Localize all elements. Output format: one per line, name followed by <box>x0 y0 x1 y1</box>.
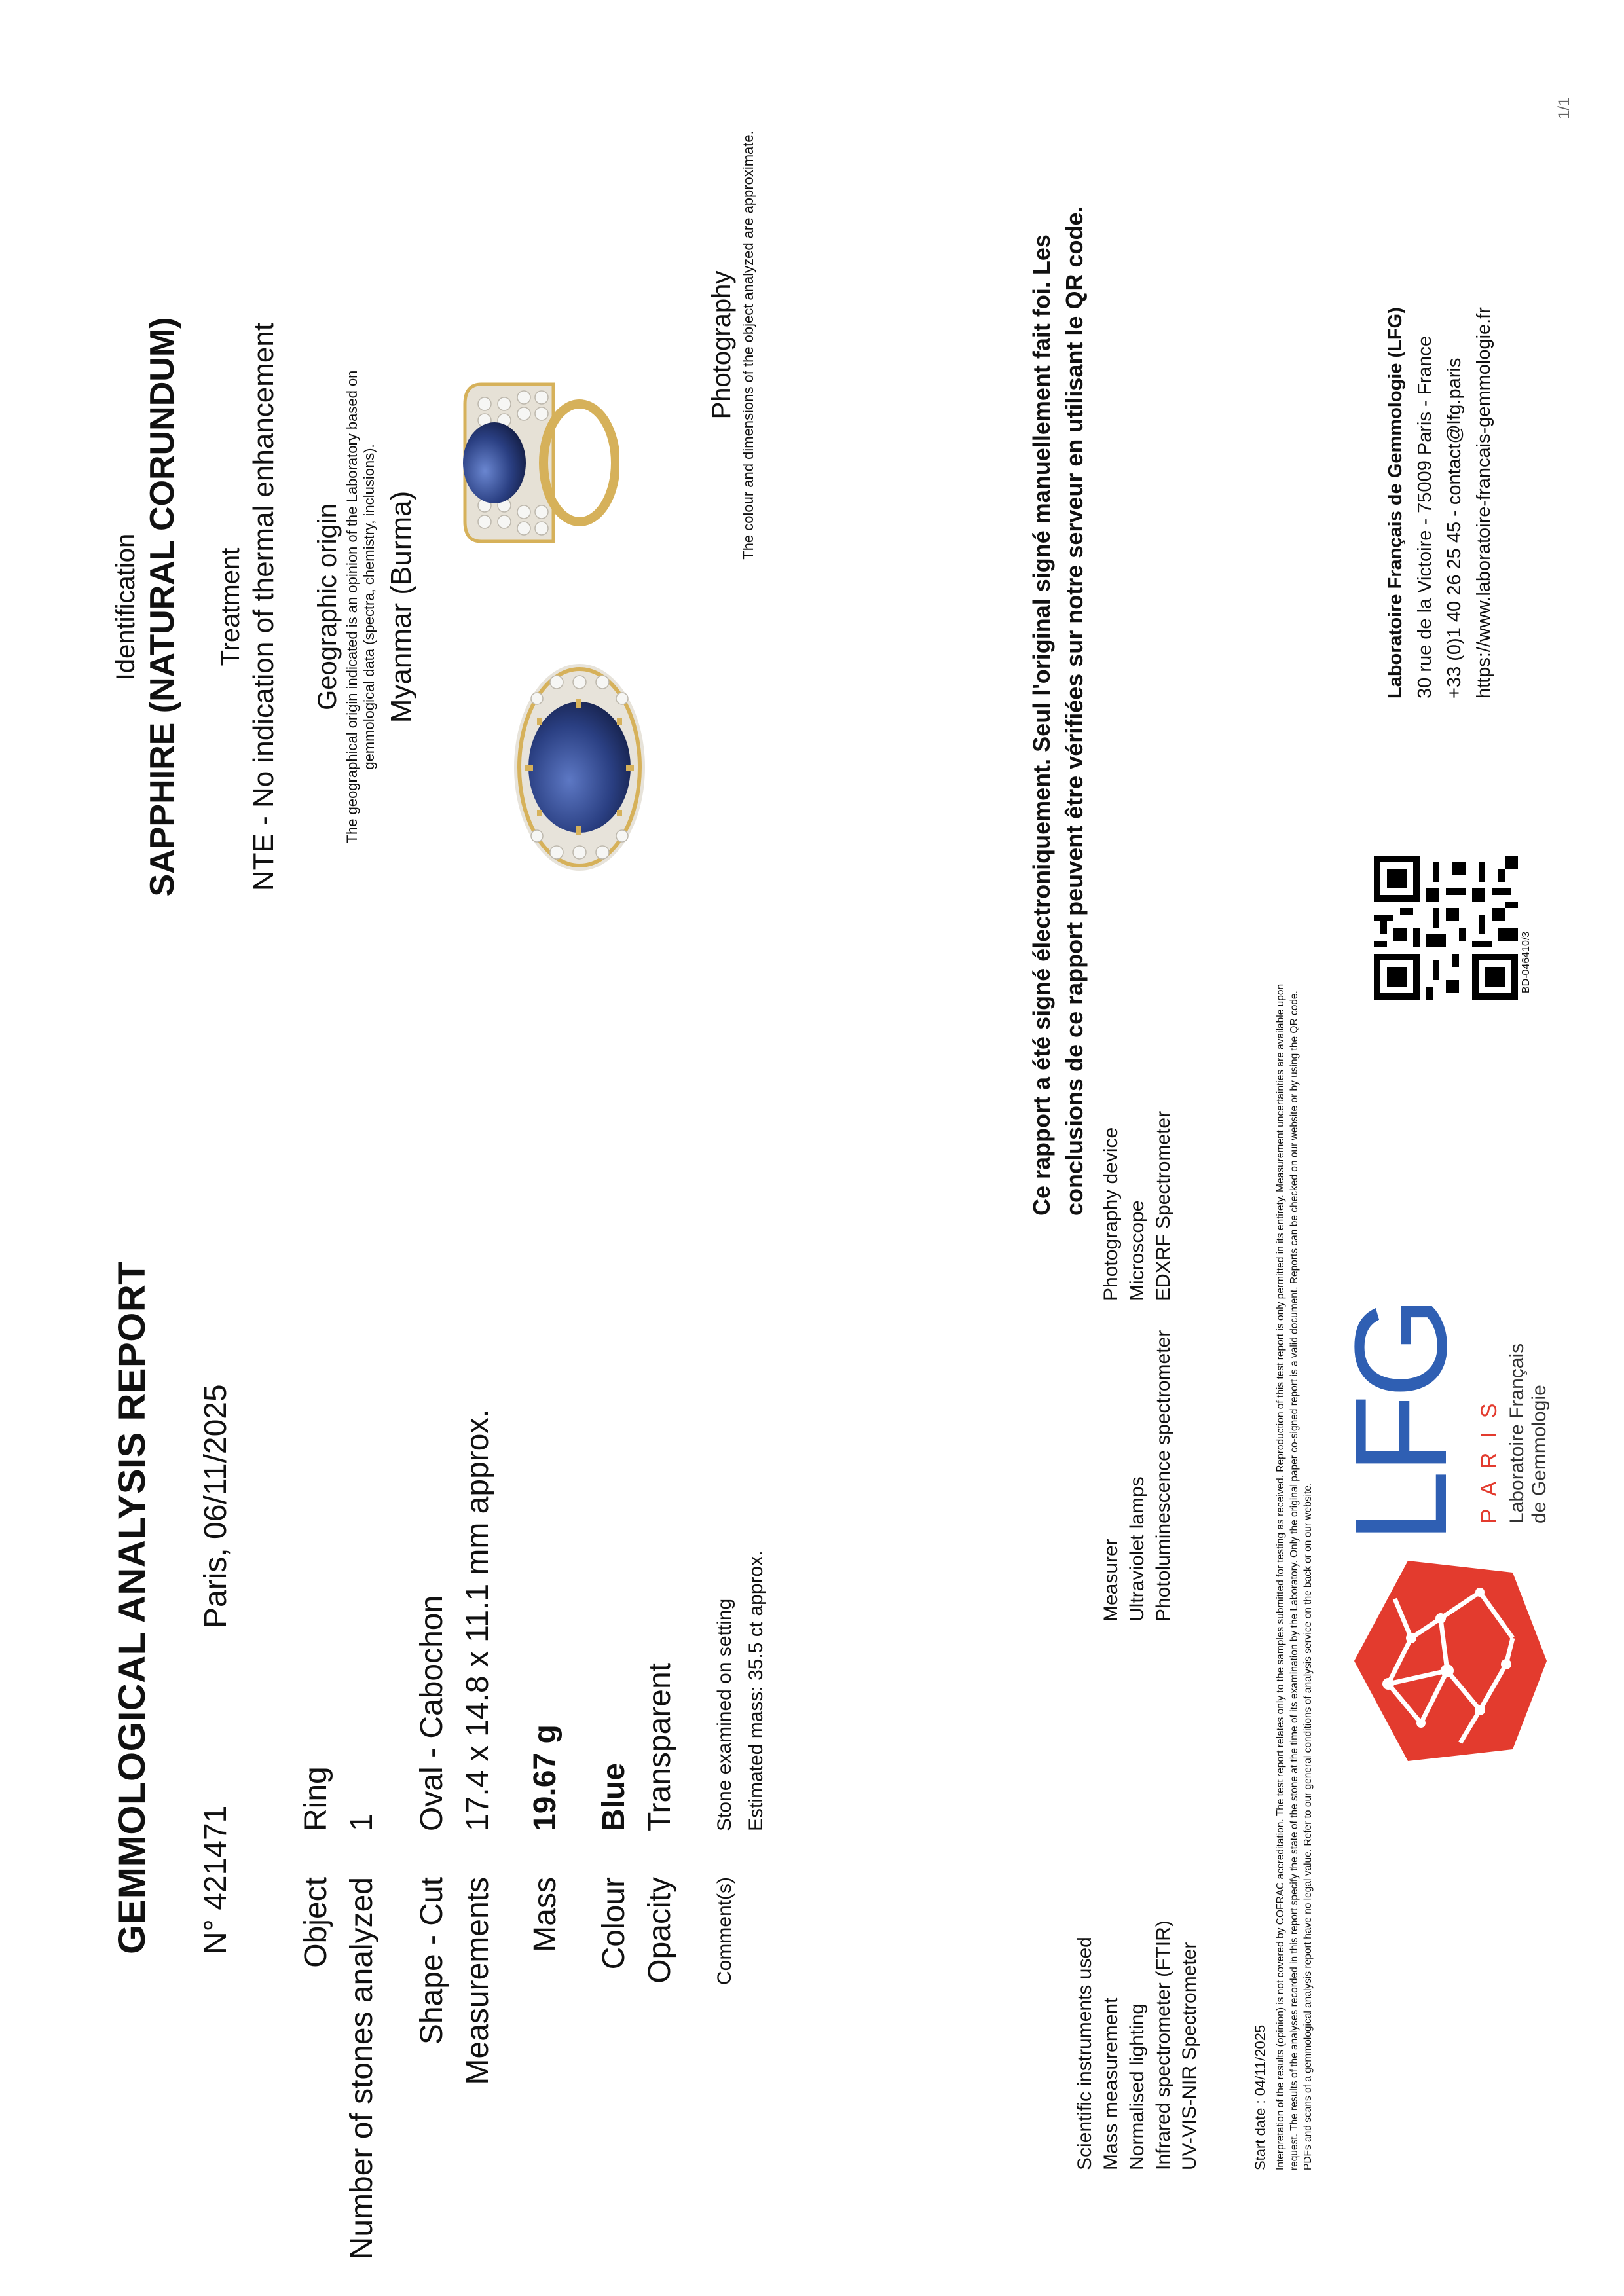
origin-label: Geographic origin <box>313 503 342 710</box>
signature-notice-line-2: conclusions de ce rapport peuvent être vérifiées sur notre serveur en utilisant le QR code. <box>1061 206 1088 1216</box>
instrument-item: Photography device <box>1100 1127 1122 1301</box>
instrument-item: Normalised lighting <box>1126 2003 1148 2170</box>
lab-address: 30 rue de la Victoire - 75009 Paris - France <box>1414 336 1435 699</box>
qr-code[interactable] <box>1374 856 1518 1000</box>
disclaimer: Interpretation of the results (opinion) is not covered by COFRAC accreditation. The test report relates only to the samples submitted for testing as received. Reproduction of this test report is only permitted in its entirety. Measurement uncertainties are available upon request. The results of the analyses recorded in this report specify the state of the stone at the time of its examination by the Laboratory. Only the original paper co-signed report is a valid document. Reports can be checked on our website or by using the QR code. PDFs and scans of a gemmological analysis report have no legal value. Refer to our general conditions of analysis service on the back or on our website. <box>1275 983 1314 2170</box>
lab-name: Laboratoire Français de Gemmologie (LFG) <box>1385 307 1406 699</box>
field-value-stones: 1 <box>344 1813 379 1831</box>
treatment-value: NTE - No indication of thermal enhancement <box>248 322 280 892</box>
identification-label: Identification <box>111 533 140 681</box>
identification-value: SAPPHIRE (NATURAL CORUNDUM) <box>143 317 181 897</box>
photo-side-view <box>455 358 619 568</box>
lfg-logo-line-2: de Gemmologie <box>1528 1385 1550 1523</box>
qr-code-icon <box>1374 856 1518 1000</box>
report-number: N° 421471 <box>198 1805 233 1954</box>
field-label-opacity: Opacity <box>642 1877 677 1984</box>
field-label-shape: Shape - Cut <box>415 1877 449 2045</box>
lfg-logo-city: P A R I S <box>1477 1399 1502 1523</box>
ring-top-view-icon <box>511 663 648 872</box>
instrument-item: Microscope <box>1126 1200 1148 1301</box>
instrument-item: Ultraviolet lamps <box>1126 1476 1148 1622</box>
lab-website-link[interactable]: https://www.laboratoire-francais-gemmologie.fr <box>1473 307 1494 699</box>
field-value-colour: Blue <box>597 1762 631 1831</box>
field-value-object: Ring <box>299 1766 333 1831</box>
photography-label: Photography <box>707 270 736 420</box>
instrument-item: Measurer <box>1100 1539 1122 1622</box>
field-value-opacity: Transparent <box>642 1662 677 1831</box>
field-value-shape: Oval - Cabochon <box>415 1595 449 1831</box>
start-date: Start date : 04/11/2025 <box>1252 2024 1268 2170</box>
signature-notice-line-1: Ce rapport a été signé électroniquement. Seul l'original signé manuellement fait foi. Les <box>1028 234 1055 1216</box>
field-label-stones: Number of stones analyzed <box>344 1877 379 2260</box>
page-number: 1/1 <box>1555 97 1573 119</box>
photography-note: The colour and dimensions of the object analyzed are approximate. <box>740 130 756 560</box>
photo-top-view <box>511 663 648 872</box>
instrument-item: Mass measurement <box>1100 1997 1122 2170</box>
instrument-item: EDXRF Spectrometer <box>1153 1110 1174 1301</box>
lfg-emblem <box>1349 1553 1552 1769</box>
field-label-colour: Colour <box>597 1877 631 1970</box>
field-value-measurements: 17.4 x 14.8 x 11.1 mm approx. <box>460 1409 495 1831</box>
origin-value: Myanmar (Burma) <box>385 490 417 723</box>
comments-line-1: Stone examined on setting <box>714 1598 735 1831</box>
origin-note-2: gemmological data (spectra, chemistry, inclusions). <box>361 444 377 770</box>
field-label-mass: Mass <box>528 1877 563 1952</box>
treatment-label: Treatment <box>216 547 245 666</box>
lab-contact: +33 (0)1 40 26 25 45 - contact@lfg.paris <box>1444 357 1465 699</box>
lfg-logo-line-1: Laboratoire Français <box>1506 1343 1528 1523</box>
comments-line-2: Estimated mass: 35.5 ct approx. <box>745 1550 767 1831</box>
field-value-mass: 19.67 g <box>528 1724 563 1831</box>
ring-side-view-icon <box>455 358 619 568</box>
report-title: GEMMOLOGICAL ANALYSIS REPORT <box>111 1260 153 1954</box>
instrument-item: Infrared spectrometer (FTIR) <box>1153 1920 1174 2170</box>
instruments-heading: Scientific instruments used <box>1074 1937 1096 2170</box>
report-place-date: Paris, 06/11/2025 <box>198 1384 233 1628</box>
lfg-emblem-icon <box>1349 1553 1552 1769</box>
origin-note-1: The geographical origin indicated is an opinion of the Laboratory based on <box>344 370 360 844</box>
lfg-logo-letters: LFG <box>1328 1300 1474 1543</box>
field-label-object: Object <box>299 1877 333 1968</box>
qr-code-reference: BD-046410/3 <box>1521 931 1532 993</box>
instrument-item: UV-VIS-NIR Spectrometer <box>1179 1942 1200 2170</box>
instrument-item: Photoluminescence spectrometer <box>1153 1330 1174 1622</box>
field-label-measurements: Measurements <box>460 1877 495 2085</box>
comments-label: Comment(s) <box>714 1877 735 1986</box>
